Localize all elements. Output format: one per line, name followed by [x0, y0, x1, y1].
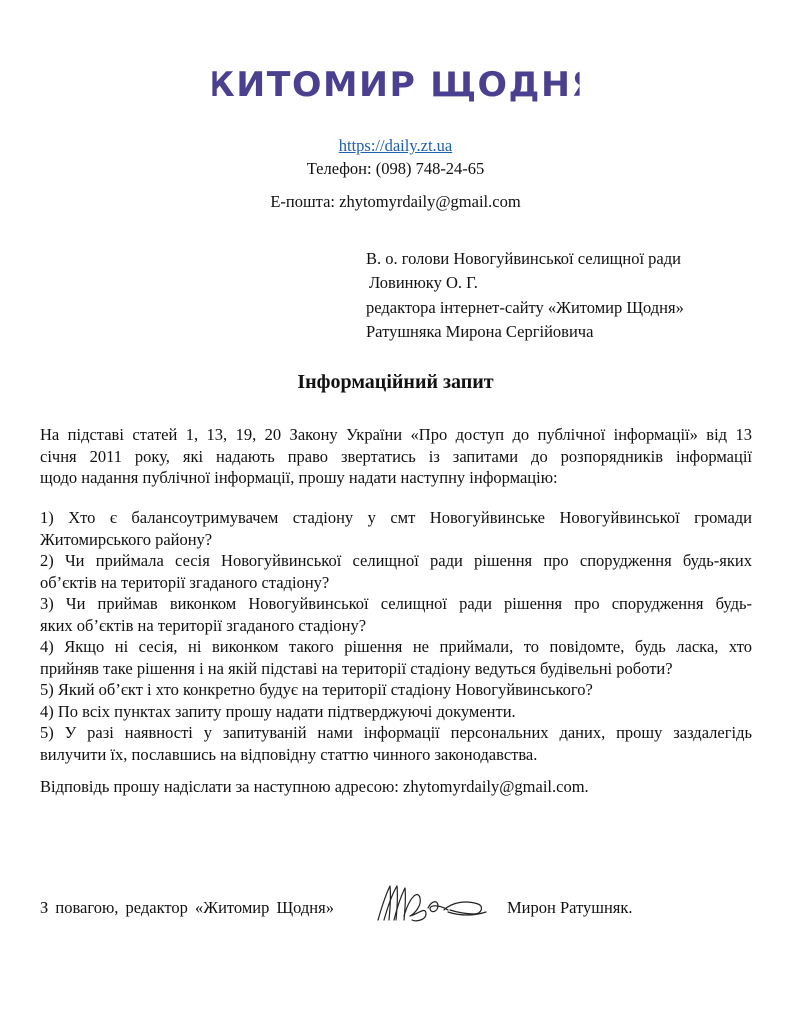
logo-wordmark-graphic: [212, 64, 579, 104]
question-line: 2) Чи приймала сесія Новогуйвинської селищної ради рішення про спорудження будь-яких: [40, 551, 752, 570]
intro-paragraph: [40, 424, 752, 489]
questions-list: [40, 507, 752, 765]
document-title: Інформаційний запит: [297, 371, 494, 393]
question-line: Житомирського району?: [40, 529, 213, 549]
question-line: 1) Хто є балансоутримувачем стадіону у смт Новогуйвинське Новогуйвинської громади: [40, 508, 752, 527]
question-line: 4) По всіх пунктах запиту прошу надати підтверджуючі документи.: [40, 701, 516, 721]
logo-wordmark: [212, 64, 579, 113]
signature-image: [370, 876, 500, 928]
phone-line: Телефон: (098) 748-24-65: [306, 159, 485, 178]
question-line: вилучити їх, пославшись на відповідну статтю чинного законодавства.: [40, 744, 538, 764]
reply-line: Відповідь прошу надіслати за наступною адресою: zhytomyrdaily@gmail.com.: [40, 777, 589, 796]
website-line: [0, 136, 791, 156]
question-line: 4) Якщо ні сесія, ні виконком такого рішення не приймали, то повідомте, будь ласка, хто: [40, 637, 752, 656]
svg-text:ЖИТОМИР ЩОДНЯ: ЖИТОМИР ЩОДНЯ: [211, 65, 580, 104]
addressee-line: редактора інтернет-сайту «Житомир Щодня»: [366, 298, 684, 317]
intro-line: На підставі статей 1, 13, 19, 20 Закону України «Про доступ до публічної інформації» від 13: [40, 425, 752, 444]
question-line: яких об’єктів на території згаданого стадіону?: [40, 615, 367, 635]
intro-line: січня 2011 року, які надають право звертатись із запитами до розпорядників інформації: [40, 446, 752, 466]
intro-line: щодо надання публічної інформації, прошу надати наступну інформацію:: [40, 468, 558, 487]
website-link[interactable]: https://daily.zt.ua: [338, 136, 453, 155]
addressee-line: Ловинюку О. Г.: [369, 273, 478, 292]
question-line: 3) Чи приймав виконком Новогуйвинської селищної ради рішення про спорудження будь-: [40, 594, 752, 613]
question-line: 5) У разі наявності у запитуваній нами інформації персональних даних, прошу заздалегідь: [40, 723, 752, 742]
signoff-text: З повагою, редактор «Житомир Щодня»: [40, 898, 334, 917]
signer-name: Мирон Ратушняк.: [507, 898, 633, 917]
question-line: прийняв таке рішення і на якій підставі на території стадіону ведуться будівельні роботи?: [40, 658, 673, 678]
publication-logo: [0, 64, 791, 113]
reply-paragraph: [40, 776, 752, 798]
question-line: об’єктів на території згаданого стадіону?: [40, 572, 330, 592]
email-line: E-пошта: zhytomyrdaily@gmail.com: [270, 192, 521, 211]
question-line: 5) Який об’єкт і хто конкретно будує на території стадіону Новогуйвинського?: [40, 680, 593, 699]
addressee-line: Ратушняка Мирона Сергійовича: [366, 322, 594, 341]
addressee-line: В. о. голови Новогуйвинської селищної ради: [366, 249, 681, 268]
